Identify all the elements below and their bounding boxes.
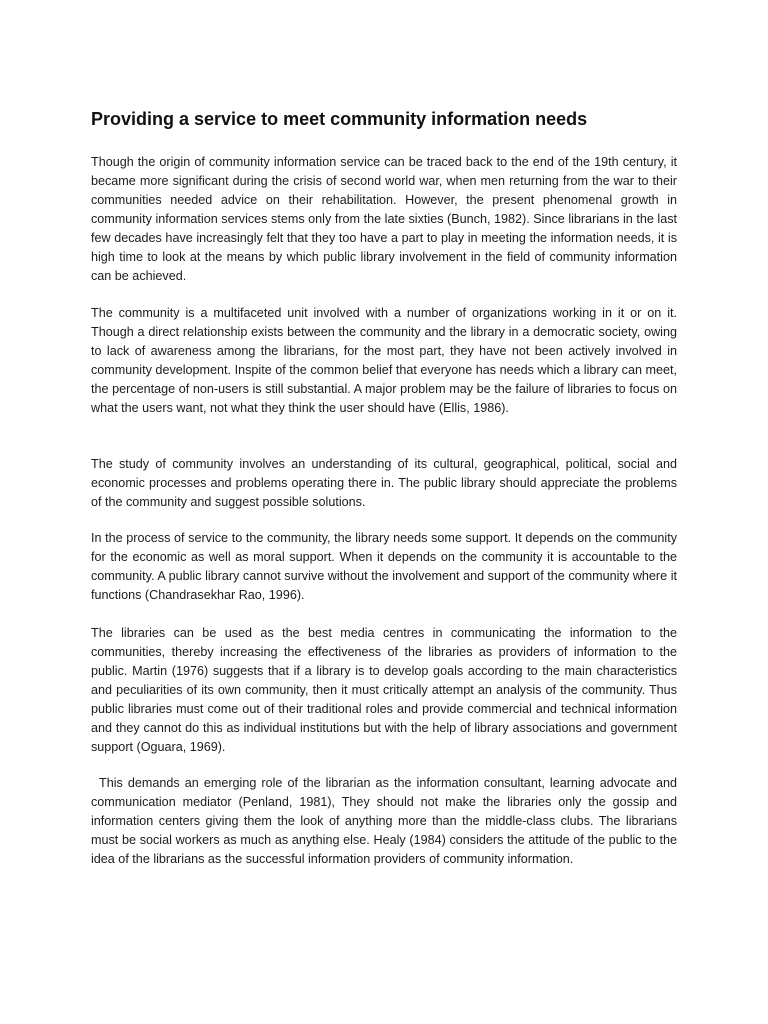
paragraph-5: The libraries can be used as the best media centres in communicating the information to the communities, thereby increasing the effectiveness of the libraries as providers of information to the public. Martin (1976) suggests that if a library is to develop goals according to the main characteristics and peculiarities of its own community, then it must critically attempt an analysis of the community. Thus public libraries must come out of their traditional roles and provide commercial and technical information and they cannot do this as individual institutions but with the help of library associations and government support (Oguara, 1969). [91,626,677,754]
paragraph-2: The community is a multifaceted unit involved with a number of organizations working in it or on it. Though a direct relationship exists between the community and the library in a democratic society, owing to lack of awareness among the librarians, for the most part, they have not been actively involved in community development. Inspite of the common belief that everyone has needs which a library can meet, the percentage of non-users is still substantial. A major problem may be the failure of libraries to focus on what the users want, not what they think the user should have (Ellis, 1986). [91,306,677,415]
paragraph-6: This demands an emerging role of the librarian as the information consultant, learning advocate and communication mediator (Penland, 1981), They should not make the libraries only the gossip and information centers giving them the look of anything more than the middle-class clubs. The librarians must be social workers as much as anything else. Healy (1984) considers the attitude of the public to the idea of the librarians as the successful information providers of community information. [91,776,677,866]
paragraph-4: In the process of service to the community, the library needs some support. It depends on the community for the economic as well as moral support. When it depends on the community it is accountable to the community. A public library cannot survive without the involvement and support of the community where it functions (Chandrasekhar Rao, 1996). [91,531,677,602]
document-title: Providing a service to meet community information needs [91,109,588,129]
paragraph-3: The study of community involves an understanding of its cultural, geographical, political, social and economic processes and problems operating there in. The public library should appreciate the problems of the community and suggest possible solutions. [91,457,677,509]
paragraph-1: Though the origin of community information service can be traced back to the end of the 19th century, it became more significant during the crisis of second world war, when men returning from the war to their communities needed advice on their rehabilitation. However, the present phenomenal growth in community information services stems only from the late sixties (Bunch, 1982). Since librarians in the last few decades have increasingly felt that they too have a part to play in meeting the information needs, it is high time to look at the means by which public library involvement in the field of community information can be achieved. [91,155,677,283]
